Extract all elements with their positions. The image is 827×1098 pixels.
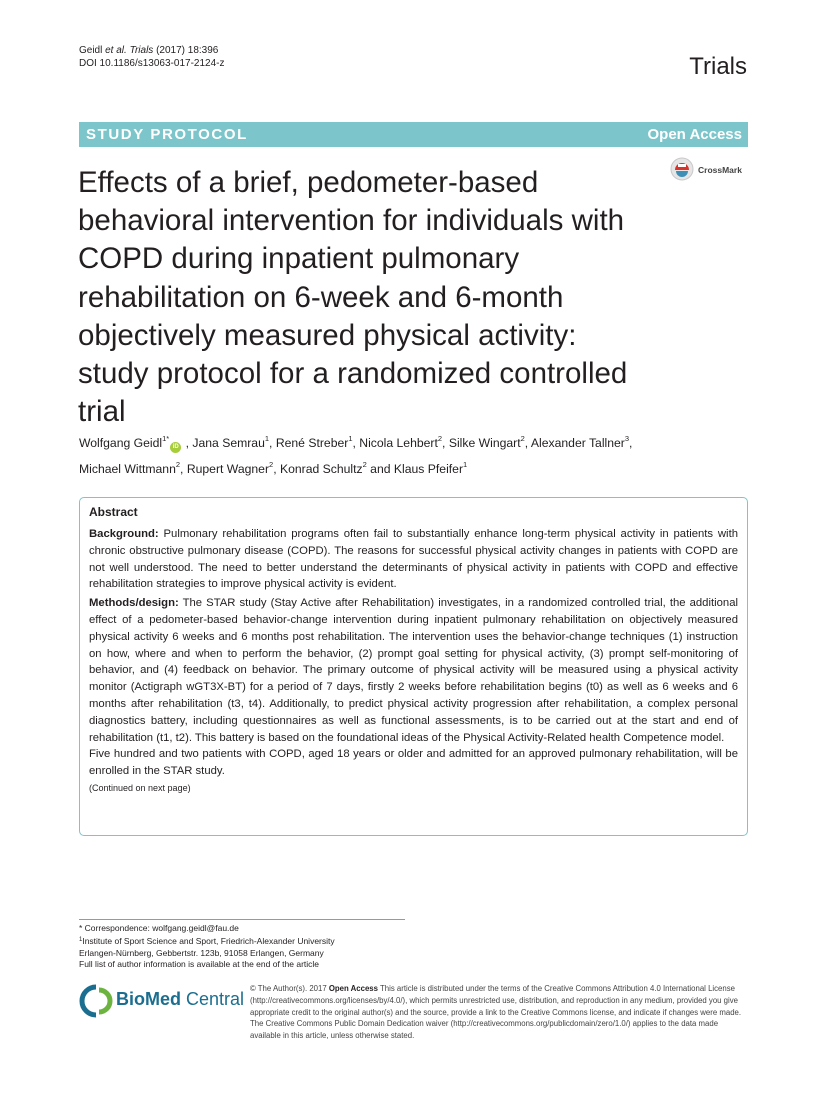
publisher-name-rest: Central <box>181 989 245 1009</box>
affiliation-text: Institute of Sport Science and Sport, Friedrich-Alexander University <box>82 935 335 946</box>
publisher-logo[interactable] <box>79 984 245 1018</box>
author-affil-sup: 2 <box>175 460 181 469</box>
author-line-1 <box>79 428 749 454</box>
methods-text: The STAR study (Stay Active after Rehabilitation) investigates, in a randomized controlled trial, the additional effect of a pedometer-based behavior-change intervention during inpatient pulmonary rehabilitation on objectively measured physical activity 6 weeks and 6 months post rehabilitation. The intervention uses the behavior-change techniques (1) instruction on how, where and when to perform the behavior, (2) prompt goal setting for physical activity, (3) prompt self-monitoring of behavior, and (4) feedback on behavior. The primary outcome of physical activity will be measured using a physical activity monitor (Actigraph wGT3X-BT) for a period of 7 days, firstly 2 weeks before rehabilitation begins (t0) as well as 6 weeks and 6 months after rehabilitation (t3, t4). Additionally, to predict physical activity progression after rehabilitation, a complex personal diagnostics battery, including questionnaires as well as functional assessments, is to be carried out at the start and end of rehabilitation (t1, t2). This battery is based on the foundational ideas of the Physical Activity-Related health Competence model. <box>89 597 738 744</box>
citation-authors: Geidl <box>79 45 106 56</box>
title-line: rehabilitation on 6-week and 6-month <box>78 280 564 314</box>
author-name[interactable]: Konrad Schultz <box>279 462 363 476</box>
title-line: behavioral intervention for individuals with <box>78 204 625 238</box>
title-line: study protocol for a randomized controlled <box>78 357 628 391</box>
author-affil-sup: 3 <box>624 434 630 443</box>
author-separator: , <box>269 436 276 450</box>
article-type-label: STUDY PROTOCOL <box>86 126 248 143</box>
correspondence-label: * Correspondence: <box>79 923 153 933</box>
author-affil-sup: 1 <box>348 434 353 443</box>
affiliation-line <box>79 935 335 948</box>
correspondence-line <box>79 923 335 935</box>
author-separator: , <box>442 436 449 450</box>
open-access-label[interactable]: Open Access <box>647 126 742 143</box>
author-separator: , <box>524 436 531 450</box>
footnotes <box>79 923 335 971</box>
background-label: Background: <box>89 528 159 540</box>
author-name[interactable]: Rupert Wagner <box>186 462 270 476</box>
author-name[interactable]: Alexander Tallner <box>530 436 625 450</box>
author-affil-sup: 1 <box>264 434 270 443</box>
publisher-name <box>116 989 244 1010</box>
continued-note: (Continued on next page) <box>89 782 191 793</box>
article-type-banner <box>79 122 748 147</box>
background-text: Pulmonary rehabilitation programs often fail to substantially enhance long-term physical activity in patients with chronic obstructive pulmonary disease (COPD). The reasons for successful physical activity changes in patients with COPD are not well understood. The need to better understand the determinants of physical activity in patients with COPD and effective rehabilitation strategies to improve physical activity is evident. <box>89 528 738 591</box>
citation-journal: et al. Trials <box>105 45 154 56</box>
author-separator: , <box>273 462 280 476</box>
author-name[interactable]: Wolfgang Geidl <box>79 436 163 450</box>
journal-name: Trials <box>689 53 747 80</box>
abstract-heading: Abstract <box>89 505 138 519</box>
author-separator: , <box>629 436 633 450</box>
citation-block <box>79 44 224 70</box>
orcid-icon[interactable]: iD <box>170 442 181 453</box>
author-affil-sup: 1* <box>162 434 170 443</box>
author-list <box>79 428 749 480</box>
citation-line <box>79 44 224 57</box>
author-info-note: Full list of author information is available at the end of the article <box>79 959 320 970</box>
author-affil-sup: 1 <box>463 460 468 469</box>
author-separator: , <box>352 436 360 450</box>
author-separator: , <box>182 436 193 450</box>
author-name[interactable]: Nicola Lehbert <box>359 436 438 450</box>
abstract-enrollment: Five hundred and two patients with COPD, aged 18 years or older and admitted for an approved pulmonary rehabilitation, will be enrolled in the STAR study. <box>89 748 738 778</box>
author-separator: and <box>366 462 394 476</box>
author-name[interactable]: Jana Semrau <box>192 436 265 450</box>
author-affil-sup: 2 <box>269 460 274 469</box>
author-affil-sup: 2 <box>437 434 443 443</box>
title-line: objectively measured physical activity: <box>78 318 577 352</box>
abstract-box <box>79 497 748 836</box>
license-open-access: Open Access <box>328 984 378 993</box>
biomed-central-logo-icon <box>79 984 113 1018</box>
crossmark-badge[interactable] <box>670 157 750 187</box>
footnote-divider <box>79 919 405 920</box>
affiliation-address: Erlangen-Nürnberg, Gebbertstr. 123b, 91058 Erlangen, Germany <box>79 947 324 958</box>
license-body: This article is distributed under the terms of the Creative Commons Attribution 4.0 International License (http://creativecommons.org/licenses/by/4.0/), which permits unrestricted use, distribution, and reproduction in any medium, provided you give appropriate credit to the original author(s) and the source, provide a link to the Creative Commons license, and indicate if changes were made. The Creative Commons Public Domain Dedication waiver (http://creativecommons.org/publicdomain/zero/1.0/) applies to the data made available in this article, unless otherwise stated. <box>250 984 742 1041</box>
author-name[interactable]: Klaus Pfeifer <box>393 462 464 476</box>
author-affil-sup: 2 <box>362 460 367 469</box>
author-name[interactable]: René Streber <box>275 436 349 450</box>
author-name[interactable]: Silke Wingart <box>448 436 521 450</box>
publisher-name-bold: BioMed <box>116 989 181 1009</box>
author-name[interactable]: Michael Wittmann <box>79 462 176 476</box>
author-line-2 <box>79 454 749 480</box>
article-title <box>78 164 678 431</box>
license-copyright: © The Author(s). 2017 <box>250 984 329 993</box>
doi[interactable]: DOI 10.1186/s13063-017-2124-z <box>79 58 225 69</box>
abstract-background <box>89 526 738 593</box>
title-line: trial <box>78 395 126 429</box>
title-line: Effects of a brief, pedometer-based <box>78 166 539 199</box>
abstract-methods <box>89 595 738 746</box>
citation-year-volume: (2017) 18:396 <box>153 45 219 56</box>
author-separator: , <box>180 462 187 476</box>
license-text <box>250 983 750 1042</box>
author-affil-sup: 2 <box>520 434 525 443</box>
correspondence-email[interactable]: wolfgang.geidl@fau.de <box>152 923 239 933</box>
affiliation-sup: 1 <box>79 936 83 943</box>
title-line: COPD during inpatient pulmonary <box>78 242 520 276</box>
crossmark-label: CrossMark <box>698 165 742 175</box>
methods-label: Methods/design: <box>89 597 179 610</box>
